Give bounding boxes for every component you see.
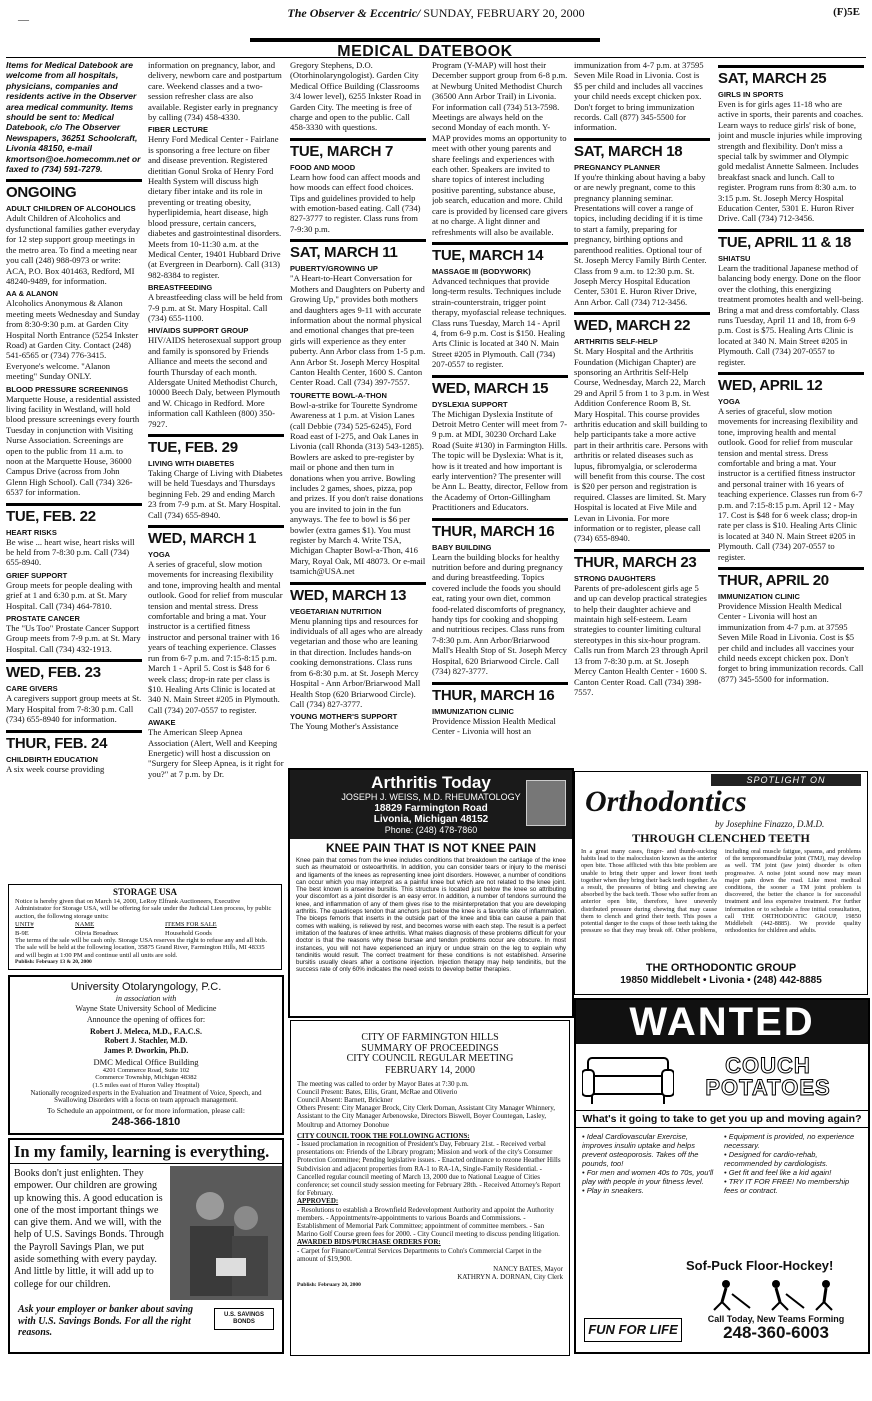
date-heading: WED, APRIL 12 [718, 372, 864, 394]
event-text: Menu planning tips and resources for individuals of all ages who are already vegetarian and those who are leaning in that direction. Includes hands-on cooking demonstrations. Class runs from 6-8:30 p.m. at St. Joseph Mercy Hospital - Ann Arbor/Briarwood Mall Health Stop (620 Briarwood Circle). Call (734) 827-3777. [290, 615, 423, 709]
date-heading: WED, MARCH 13 [290, 582, 426, 604]
event-title: ADULT CHILDREN OF ALCOHOLICS [6, 204, 136, 214]
intro-text: Items for Medical Datebook are welcome from all hospitals, physicians, companies and residents active in the Observer area medical community. Items should be sent to: Medical Datebook, c/o The Observer Newspapers, 36251 Schoolcraft, Livonia 48150, e-mail kmortson@oe.homecomm.net or faxed to (734) 591-7279. [6, 60, 141, 175]
date-heading: SAT, MARCH 18 [574, 138, 710, 160]
spotlight-label: SPOTLIGHT ON [711, 774, 861, 786]
event-text: Providence Mission Health Medical Center - Livonia will host an immunization from 4-7 p.m. at 37595 Seven Mile Road in Livonia. Cost is $5 per child and includes all vaccines your child needs except chicken pox. Don't forget to bring immunization records. Call (877) 345-5500 for information. [718, 601, 864, 684]
benefits-right [724, 1132, 862, 1195]
column-2 [148, 60, 284, 868]
storage-items: Household Goods [165, 929, 212, 937]
event-text: Learn how food can affect moods and how moods can effect food choices. Tips and guidelines provided to help with emotion-based eating. Call (734) 827-3777 to register. Class runs from 7-9:30 p.m. [290, 171, 421, 234]
column-1 [6, 60, 142, 928]
event-title: FOOD AND MOOD [290, 162, 356, 172]
date-heading: TUE, APRIL 11 & 18 [718, 229, 864, 251]
farm-awarded: - Carpet for Finance/Central Services Departments to Cohn's Commercial Carpet in the amount of $19,900. [297, 1246, 542, 1263]
bonds-headline: In my family, learning is everything. [10, 1140, 282, 1164]
family-photo-art [170, 1166, 282, 1300]
storage-notice [8, 884, 282, 970]
event-title: IMMUNIZATION CLINIC [432, 706, 514, 716]
event-title: PUBERTY/GROWING UP [290, 264, 378, 274]
event-text: Adult Children of Alcoholics and dysfunctional families gather everyday for 12 step support group meetings in the metro area. To find a meeting near you call (248) 988-0973 or write: ACA, P.O. Box 401463, Redford, MI 48240-9489, for information. [6, 213, 140, 286]
orthodontics-body: In a great many cases, finger- and thumb-sucking habits lead to the malocclusion known as the anterior open bite. Those afflicted with this bite problem are unable to bring their upper and lower front teeth together when they bring their back teeth together. As a result, the pressures of biting and chewing are absorbed by the back teeth. Those who suffer from an anterior open bite, therefore, have unevenly distributed pressure during chewing that may cause them to clench and grind their teeth. This poses a potential danger to the cusps of those teeth taking the pressure so that they may break off. Other problems, including oral muscle fatigue, spasms, and problems of the temporomandibular joint (TMJ), may develop as well. TM joint (jaw joint) disorder is often progressive. A noise joint sound now may mean major pain down the road. Like most medical conditions, the sooner a TM joint problem is discovered, the better the chance is for successful treatment and less expensive treatment. For further information or to schedule a free initial consultation, call THE ORTHODONTIC GROUP, 19850 Middlebelt (442-8885). We provide quality orthodontics for children and adults. [581, 848, 861, 935]
event-text: Bowl-a-strike for Tourette Syndrome Awareness at 1 p.m. at Vision Lanes (call Debbie (734) 525-6245), Ford Road east of I-275, and Oak Lanes in Livonia (call Rhonda (313) 543-1285). Bowlers are asked to pre-register by mail or phone and then turn in donations when you arrive. Bowling includes 2 games, shoes, pizza, pop and prizes. If you don't raise donations you are invited to join in the fun anyways. The fee to bowl is $6 per bowler (extra games $1). You must register by March 4. Write TSA, Michigan Chapter Bowl-a-Thon, 416 Mary, Royal Oak, MI 48073. Or e-mail tsamich@USA.net [290, 399, 426, 577]
farm-title-2: SUMMARY OF PROCEEDINGS [361, 1042, 499, 1054]
masthead [0, 0, 872, 36]
date-heading: THUR, FEB. 24 [6, 730, 142, 752]
wanted-heading: WANTED [576, 1000, 868, 1044]
event-text: Alcoholics Anonymous & Alanon meeting meets Wednesday and Sunday from 8:30-9:30 p.m. at Garden City Hospital North Entrance (5254 Inkster Road) at Garden City. Contact (248) 541-6565 or (734) 776-3415. Everyone's welcome. "Alanon meeting" Sunday ONLY. [6, 298, 140, 382]
event-text: A breastfeeding class will be held from 7-9 p.m. at St. Mary Hospital. Call (734) 655-1100. [148, 292, 283, 323]
wanted-benefits [576, 1128, 868, 1199]
farm-opening: The meeting was called to order by Mayor Bates at 7:30 p.m. [297, 1079, 469, 1088]
storage-body: Notice is hereby given that on March 14, 2000, LeRoy Elfrank Auctioneers, Executive Administrator for Storage USA, will be offering for sale under the Judicial Lien process, by public auction, the following storage units: [15, 898, 272, 920]
benefit-text: Play in sneakers. [586, 1186, 644, 1195]
benefit-item: • Designed for cardio-rehab, recommended by cardiologists. [724, 1150, 828, 1168]
date-heading: THUR, MARCH 16 [432, 682, 568, 704]
farm-title-3: CITY COUNCIL REGULAR MEETING [346, 1053, 514, 1064]
event-title: DYSLEXIA SUPPORT [432, 399, 508, 409]
event-title: SHIATSU [718, 253, 751, 263]
oto-doctor-2: Robert J. Stachler, M.D. [104, 1036, 188, 1046]
storage-publish: Publish: February 13 & 20, 2000 [15, 959, 92, 966]
date-heading: TUE, MARCH 14 [432, 242, 568, 264]
savings-bonds-ad [8, 1138, 284, 1354]
date-heading: THUR, MARCH 16 [432, 518, 568, 540]
event-title: HEART RISKS [6, 527, 57, 537]
event-title: FIBER LECTURE [148, 125, 208, 135]
orthodontics-ad [574, 771, 868, 995]
storage-col-items: ITEMS FOR SALE [165, 921, 217, 929]
event-title: AA & ALANON [6, 289, 58, 299]
benefit-text: Ideal Cardiovascular Exercise, improves insulin uptake and helps prevent osteoporosis. Takes off the pounds, too! [582, 1132, 699, 1168]
event-text: Marquette House, a residential assisted living facility in Westland, will hold blood pressure screenings every fourth Tuesday in conjunction with Visiting Nurse Association. Screenings are open to the public from 11 a.m. to noon at the Marquette House, 36000 Campus Drive (across from John Glenn High School). Call (734) 326-6537 for information. [6, 393, 141, 498]
couch-icon [582, 1048, 674, 1106]
farm-awarded-heading: AWARDED BIDS/PURCHASE ORDERS FOR: [297, 1238, 441, 1247]
orthodontics-byline: by Josephine Finazzo, D.M.D. [715, 819, 825, 829]
wanted-phone: 248-360-6003 [723, 1323, 829, 1342]
benefit-text: Get fit and feel like a kid again! [728, 1168, 832, 1177]
couch-potatoes-heading: COUCH POTATOES [705, 1053, 831, 1100]
date-heading: THUR, MARCH 23 [574, 549, 710, 571]
event-title: YOGA [148, 550, 171, 560]
benefit-text: TRY IT FOR FREE! No membership fees or contract. [724, 1177, 850, 1195]
arthritis-header [290, 770, 572, 839]
orthodontics-group: THE ORTHODONTIC GROUP [645, 962, 797, 974]
column-5 [574, 60, 710, 760]
event-title: AWAKE [148, 718, 176, 728]
event-title: YOGA [718, 396, 741, 406]
date-heading: SAT, MARCH 25 [718, 65, 864, 87]
event-title: VEGETARIAN NUTRITION [290, 606, 382, 616]
event-text: A series of graceful, slow motion movements for increasing flexibility and tone, improving health and mental outlook. Good for relief from muscular tension and mental stress. Dress comfortable and bring a mat. Your instructor is a certified fitness instructor and personal trainer with 16 years of teaching experience. Classes run from 6-7 p.m. and 7:15-8:15 p.m. April 12 - May 17. Cost is $48 for 6 week class; drop-in rate per class is $10. Healing Arts Clinic is located at 340 N. Main Street #205 in Plymouth. Call (734) 207-0557 to register. [718, 405, 863, 562]
event-text: The Young Mother's Assistance [290, 721, 399, 732]
event-text: Learn the building blocks for healthy nutrition before and during pregnancy and during breastfeeding. Topics covered include the foods you should eat, rating your own diet, common food-related discomforts of pregnancy, handy tips for cooking and shopping and nutritious recipes. Class runs from 7-8:30 p.m. Ann Arbor/Briarwood Mall's Health Stop of St. Joseph Mercy Hospital, 620 Briarwood Circle. Call (734) 827-3777. [432, 551, 567, 677]
storage-title: STORAGE USA [112, 887, 178, 897]
oto-title: University Otolaryngology, P.C. [70, 981, 222, 993]
farm-date: FEBRUARY 14, 2000 [385, 1064, 475, 1076]
event-text: The "Us Too" Prostate Cancer Support Group meets from 7-9 p.m. at St. Mary Hospital. Call (734) 432-1913. [6, 623, 141, 654]
storage-col-name: NAME [75, 921, 95, 929]
arthritis-body: Knee pain that comes from the knee includes conditions that breakdown the cartilage of the knee such as rheumatoid or osteoarthritis. In addition, you can consider tears or injury to the menisci and ligaments of the knees as representing knee joint disorders. However, a number of conditions can occur which you may interpret as a painful knee but which are not related to the knee joint. The best known is anserine bursitis. This structure is located just below the knee so attributing your discomfort as a joint disorder is an easy error. In addition, a number of tendons surround the knee, and inflammation of any of them gives rise to the misinterpretation that you are developing arthritis. The quadriceps tendon that anchors just below the knee is a favorite site of inflammation. The biceps femoris that inserts in the outside part of the knee and tibia can cause a pain that comes with walking, is relieved by rest, and becomes worse with each step. The result is a perfect imitation of the features of knee arthritis. What makes diagnosis of these problems difficult for your doctor is that the reasons why these bursae and tendon problems occur are obscure. In most instances, you will not have experienced an injury or undue strain on the leg to explain why tendinitis would result. The correct treatment for these conditions is not established. Anserine bursitis usually clears after a cortisone injection. Injection therapy may help tendinitis, but the success rate of only 60% indicates the need exists to develop better therapies. [296, 857, 566, 974]
storage-row [9, 930, 281, 937]
storage-unit: B-9E [15, 929, 29, 937]
storage-name: Olivia Broadnax [75, 929, 119, 937]
event-text: Program (Y-MAP) will host their December support group from 6-8 p.m. at Newburg United Methodist Church (36500 Ann Arbor Trail) in Livonia. For information call (734) 513-7598. Meetings are always held on the second Monday of each month. Y-MAP provides moms an opportunity to meet with other young parents and share feelings and experiences with each other. Speakers are invited to share topics of interest including positive parenting, substance abuse, job search, education and more. Child care is provided by licensed care givers at no charge. A light dinner and refreshments will also be available. [432, 60, 568, 237]
farmington-proceedings [290, 1020, 570, 1356]
paper-name: The Observer & Eccentric/ [287, 6, 421, 20]
column-4 [432, 60, 568, 760]
event-text: A six week course providing [6, 763, 105, 774]
couch-potatoes-ad [574, 998, 870, 1354]
oto-address-1: 4201 Commerce Road, Suite 102 [102, 1067, 190, 1075]
event-text: HIV/AIDS heterosexual support group and family is sponsored by Friends Alliance and meets the second and fourth Thursday of each month. Aldersgate United Methodist Church, 10000 Beech Daly, between Plymouth and W. Chicago in Redford. More information call Kathleen (800) 350-7927. [148, 335, 282, 429]
oto-line-1: in association with [115, 994, 177, 1003]
event-title: MASSAGE III (BODYWORK) [432, 266, 531, 276]
fun-for-life-logo: FUN FOR LIFE [584, 1318, 682, 1342]
benefit-item: • For men and women 40s to 70s, you'll play with people in your fitness level. [582, 1168, 714, 1186]
event-title: BREASTFEEDING [148, 283, 213, 293]
event-title: STRONG DAUGHTERS [574, 573, 656, 583]
storage-columns [9, 920, 281, 929]
column-3 [290, 60, 426, 860]
benefit-item: • Equipment is provided, no experience necessary. [724, 1132, 855, 1150]
doctor-photo [526, 780, 566, 826]
benefit-text: Designed for cardio-rehab, recommended by cardiologists. [724, 1150, 828, 1168]
wanted-call-today: Call Today, New Teams Forming [707, 1314, 845, 1324]
event-text: information on pregnancy, labor, and delivery, newborn care and postpartum care. Weekend classes and a two-session refresher class are also available. Register early in pregnancy by calling (734) 458-4330. [148, 60, 282, 123]
orthodontics-headline: THROUGH CLENCHED TEETH [632, 831, 810, 845]
arthritis-doctor: JOSEPH J. WEISS, M.D. RHEUMATOLOGY [341, 792, 521, 802]
masthead-title [0, 6, 872, 21]
date-heading: TUE, FEB. 29 [148, 434, 284, 456]
arthritis-address-1: 18829 Farmington Road [374, 803, 488, 814]
event-title: HIV/AIDS SUPPORT GROUP [148, 326, 249, 336]
farm-actions: - Issued proclamation in recognition of President's Day, February 21st. - Received verbal presentations on: Friends of the Library program; Mission and work of the city's Consumer Protection Committee; Pending legislative issues. - Enacted ordinance to rezone Heather Hills Subdivision and adjacent properties from RA-1 to RA-1A, Single-Family Residential. - Cancelled regular council meeting of March 13, 2000 due to National League of Cities conference; set council study session meeting for February 28th. - Received Attorney's Report for February. [297, 1139, 561, 1198]
event-title: YOUNG MOTHER'S SUPPORT [290, 712, 398, 722]
otolaryngology-ad [8, 975, 284, 1135]
storage-col-unit: UNIT# [15, 921, 34, 929]
event-text: "A Heart-to-Heart Conversation for Mothers and Daughters on Puberty and Growing Up," provides both mothers and daughters ages 9-11 with accurate information about the normal physical and emotional changes that pre-teen girls will experience as they enter puberty. Ann Arbor class from 1-5 p.m. Ann Arbor St. Joseph Mercy Hospital Canton Health Center, 1600 S. Canton Center Road. Call (734) 397-7557. [290, 273, 426, 388]
date-heading: WED, MARCH 22 [574, 312, 710, 334]
event-title: GIRLS IN SPORTS [718, 90, 784, 99]
column-6 [718, 60, 864, 760]
event-title: ARTHRITIS SELF-HELP [574, 337, 658, 347]
benefit-text: Equipment is provided, no experience necessary. [724, 1132, 855, 1150]
event-text: A caregivers support group meets at St. Mary Hospital from 7-8:30 p.m. Call (734) 655-8940 for information. [6, 693, 142, 725]
masthead-left: — [18, 14, 29, 26]
event-title: CHILDBIRTH EDUCATION [6, 754, 98, 764]
event-text: Henry Ford Medical Center - Fairlane is sponsoring a free lecture on fiber and disease prevention. Registered dietitian Gonul Sroka of Henry Ford Health System will discuss high dietary fiber intake and its role in preventing or treating obesity, hyperlipidemia, heart disease, high blood pressure, certain cancers, diabetes and gastrointestinal disorders. Meets from 10-11:30 a.m. at the Medical Center, 19401 Hubbard Drive (at Evergreen in Dearborn). Call (313) 982-8384 to register. [148, 134, 282, 280]
benefit-item: • TRY IT FOR FREE! No membership fees or contract. [724, 1177, 850, 1195]
event-text: Gregory Stephens, D.O. (Otorhinolaryngologist). Garden City Medical Office Building (Classrooms 3/4 lower level), 6255 Inkster Road in Garden City. The meeting is free of charge and open to the public. Call 458-3330 with questions. [290, 60, 422, 133]
event-text: The Michigan Dyslexia Institute of Detroit Metro Center will meet from 7-9 p.m. at MDI, 30230 Orchard Lake Road (Suite #130) in Farmington Hills. The topic will be Dyslexia: What is it, how is it treated and how important is early intervention? The presenter will be Ann L. Beatty, director, Fellow from the Academy of Orton-Gillingham Practitioners and Educators. [432, 408, 568, 513]
event-text: Parents of pre-adolescent girls age 5 and up can develop practical strategies to help their daughter achieve and maintain high self-esteem. Learn strategies to counter limiting cultural stereotypes in this six-hour program. Calls run from March 23 through April 13 from 7-8:30 p.m. at St. Joseph Mercy Canton Health Center - 1600 S. Canton Center Road. Call (734) 398-7557. [574, 582, 709, 697]
farm-others: Others Present: City Manager Brock, City Clerk Dornan, Assistant City Manager Whinnery, Assistant to the City Manager Arbenowske, Directors Biswell, Boyer Countegan, Lasley, Moultrup and Attorney Donohue [297, 1104, 555, 1129]
bonds-body: Books don't just enlighten. They empower. Our children are growing up knowing this. A good education is one of the most important things we can give them. And we will, with the help of U.S. Savings Bonds. Through the Payroll Savings Plan, we put aside something with every payday. And little by little, it will add up to college for our children. [14, 1168, 164, 1290]
section-banner: MEDICAL DATEBOOK [250, 38, 600, 60]
oto-doctor-3: James P. Dworkin, Ph.D. [103, 1045, 189, 1055]
event-text: Taking Charge of Living with Diabetes will be held Tuesdays and Thursdays beginning Feb. 29 and ending March 23 from 7-9 p.m. at St. Mary Hospital. Call (734) 655-8940. [148, 468, 283, 520]
arthritis-title: Arthritis Today [371, 773, 491, 792]
event-title: CARE GIVERS [6, 684, 58, 694]
oto-line-2: Wayne State University School of Medicine [75, 1003, 217, 1013]
event-title: GRIEF SUPPORT [6, 570, 68, 580]
event-text: Advanced techniques that provide long-term results. Techniques include strain-counterstrain, trigger point therapy, myofascial release techniques. Class runs Tuesday, March 14 - April 4, from 6-9 p.m. Cost is $150. Healing Arts Clinic is located at 340 N. Main Street #205 in Plymouth. Call (734) 207-0557 to register. [432, 275, 567, 370]
farm-absent: Council Absent: Barnett, Brickner [297, 1095, 393, 1104]
date-heading: THUR, APRIL 20 [718, 567, 864, 589]
farm-signature-2: KATHRYN A. DORNAN, City Clerk [457, 1273, 563, 1282]
oto-schedule: To Schedule an appointment, or for more information, please call: [47, 1105, 245, 1115]
floor-hockey-heading: Sof-Puck Floor-Hockey! [686, 1258, 834, 1273]
event-text: Be wise ... heart wise, heart risks will be held from 7-8:30 p.m. Call (734) 655-8940. [6, 536, 135, 568]
event-text: A series of graceful, slow motion movements for increasing flexibility and tone, improving health and mental outlook. Good for relief from muscular tension and mental stress. Dress comfortable and bring a mat. Your instructor is a certified fitness instructor and personal trainer with 16 years of teaching experience. Classes run from 6-7 p.m. and 7:15-8:15 p.m. March 1 - April 5. Cost is $48 for 6 week class; drop-in rate per class is $10. Healing Arts Clinic is located at 340 N. Main Street #205 in Plymouth. Call (734) 207-0557 to register. [148, 559, 283, 715]
oto-building: DMC Medical Office Building [93, 1056, 199, 1067]
family-photo [170, 1166, 282, 1300]
oto-doctor-1: Robert J. Meleca, M.D., F.A.C.S. [90, 1026, 202, 1036]
hockey-players-icon [706, 1278, 856, 1312]
event-title: IMMUNIZATION CLINIC [718, 592, 800, 602]
date-heading: SAT, MARCH 11 [290, 239, 426, 261]
event-title: PROSTATE CANCER [6, 614, 80, 624]
event-title: LIVING WITH DIABETES [148, 459, 235, 468]
couch-row [576, 1044, 868, 1110]
paper-date: SUNDAY, FEBRUARY 20, 2000 [423, 6, 585, 20]
farm-title-1: CITY OF FARMINGTON HILLS [361, 1032, 499, 1043]
arthritis-phone: Phone: (248) 478-7860 [384, 825, 478, 835]
orthodontics-title: Orthodontics [585, 785, 747, 818]
event-text: If you're thinking about having a baby or are newly pregnant, come to this pregnancy planning seminar. Presentations will cover a range of topics, including deciding if it is time to start a family, preparing for pregnancy, birthing options and parenthood realities. Optional tour of St. Joseph Mercy Family Birth Center. Class from 9 a.m. to 12:30 p.m. St. Joseph Mercy Hospital Education Center, 5301 E. Huron River Drive, Ann Arbor. Call (734) 712-3456. [574, 171, 707, 307]
oto-line-3: Announce the opening of offices for: [86, 1015, 206, 1025]
date-heading: WED, FEB. 23 [6, 659, 142, 681]
arthritis-address-2: Livonia, Michigan 48152 [373, 814, 489, 825]
oto-phone: 248-366-1810 [111, 1115, 181, 1128]
event-title: PREGNANCY PLANNER [574, 162, 661, 172]
benefit-text: For men and women 40s to 70s, you'll play with people in your fitness level. [582, 1168, 714, 1186]
oto-address-2: Commerce Township, Michigan 48382 [95, 1074, 197, 1082]
event-text: The American Sleep Apnea Association (Alert, Well and Keeping Energetic) will host a discussion on "Surgery for Sleep Apnea, is it right for you?" at 7 p.m. by Dr. [148, 727, 284, 779]
farm-approved: - Resolutions to establish a Brownfield Redevelopment Authority and appoint the Authority members. - Appointments/re-appointments to various Boards and Commissions. - Establishment of Memorial Park Committee; appointment of committee members. - San Marino Golf Course green fees for 2000. - City Council meeting to discuss pending litigation. [297, 1205, 560, 1239]
event-title: BLOOD PRESSURE SCREENINGS [6, 384, 129, 394]
banner-rule [6, 57, 866, 58]
event-text: St. Mary Hospital and the Arthritis Foundation (Michigan Chapter) are sponsoring an Arthritis Self-Help Course, Wednesday, March 22, March 29 and April 5 from 1 to 3 p.m. in West Addition Conference Room B, St. Mary Hospital. This course provides arthritis education and skill building to help participants take a more active part in their arthritis care. Persons with arthritis or related diseases such as lupus, fibromyalgia, or scleroderma will benefit from this course. The cost is $20 per person and registration is required. Classes are limited. St. Mary Hospital is located at Five Mile and Levan in Livonia. For more information or to register, please call (734) 655-8940. [574, 346, 710, 544]
event-title: TOURETTE BOWL-A-THON [290, 390, 387, 400]
event-text: Group meets for people dealing with grief at 1 and 6:30 p.m. at St. Mary Hospital. Call (734) 464-7810. [6, 579, 133, 611]
date-heading: WED, MARCH 1 [148, 525, 284, 547]
wanted-question: What's it going to take to get you up and moving again? [576, 1110, 868, 1128]
oto-address-3: (1.5 miles east of Huron Valley Hospital) [92, 1081, 200, 1089]
date-heading: WED, MARCH 15 [432, 375, 568, 397]
benefit-item: • Play in sneakers. [582, 1186, 644, 1195]
event-text: Providence Mission Health Medical Center - Livonia will host an [432, 715, 556, 736]
bonds-footer: Ask your employer or banker about saving with U.S. Savings Bonds. For all the right reasons. [18, 1304, 194, 1338]
farm-actions-heading: CITY COUNCIL TOOK THE FOLLOWING ACTIONS: [297, 1131, 470, 1140]
date-heading: TUE, FEB. 22 [6, 503, 142, 525]
bonds-logo: U.S. SAVINGS BONDS [214, 1308, 274, 1330]
date-heading: TUE, MARCH 7 [290, 138, 426, 160]
date-heading: ONGOING [6, 179, 142, 201]
event-title: BABY BUILDING [432, 542, 492, 552]
farm-approved-heading: APPROVED: [297, 1197, 339, 1206]
orthodontics-contact: 19850 Middlebelt • Livonia • (248) 442-8885 [620, 975, 822, 986]
oto-description: Nationally recognized experts in the Evaluation and Treatment of Voice, Speech, and Swallowing Disorders with a focus on team approach management. [30, 1089, 262, 1105]
farm-present: Council Present: Bates, Ellis, Grant, McRae and Oliverio [297, 1087, 458, 1096]
benefit-item: • Ideal Cardiovascular Exercise, improves insulin uptake and helps prevent osteoporosis. Takes off the pounds, too! [582, 1132, 699, 1168]
arthritis-headline: KNEE PAIN THAT IS NOT KNEE PAIN [325, 841, 536, 855]
page-number: (F)5E [833, 6, 860, 18]
event-text: Even is for girls ages 11-18 who are active in sports, their parents and coaches. Learn ways to reduce girls' risk of bone, joint and muscle injuries while improving strength and flexibility. Don't miss a special talk by swimmer and Olympic gold medalist Annette Salmeen. Includes breakfast snack and lunch. Call to register. Program runs from 8:30 a.m. to 3:15 p.m. St. Joseph Mercy Hospital Education Center, 5301 E. Huron River Drive. Call (734) 712-3456. [718, 99, 864, 224]
arthritis-ad [288, 768, 574, 1018]
event-text: immunization from 4-7 p.m. at 37595 Seven Mile Road in Livonia. Cost is $5 per child and includes all vaccines your child needs except chicken pox. Don't forget to bring immunization records. Call (877) 345-5500 for information. [574, 60, 704, 133]
storage-terms: The terms of the sale will be cash only. Storage USA reserves the right to refuse any and all bids. The sale will be held at the following location, 35875 Grand River, Farmington Hills, MI 48335 and will begin at 1:00 PM and continue until all units are sold. [15, 937, 268, 959]
farm-signature-1: NANCY BATES, Mayor [493, 1264, 563, 1273]
event-text: Learn the traditional Japanese method of balancing body energy. Done on the floor over the clothing, this energizing treatment promotes health and well-being. Bring a mat and dress comfortably. Class runs Tuesday, April 11 and 18, from 6-9 p.m. Cost is $75. Healing Arts Clinic is located at 340 N. Main Street #205 in Plymouth. Call (734) 207-0557 to register. [718, 262, 864, 367]
benefit-item: • Get fit and feel like a kid again! [724, 1168, 832, 1177]
farm-publish: Publish: February 20, 2000 [297, 1282, 361, 1289]
benefits-left [582, 1132, 724, 1195]
